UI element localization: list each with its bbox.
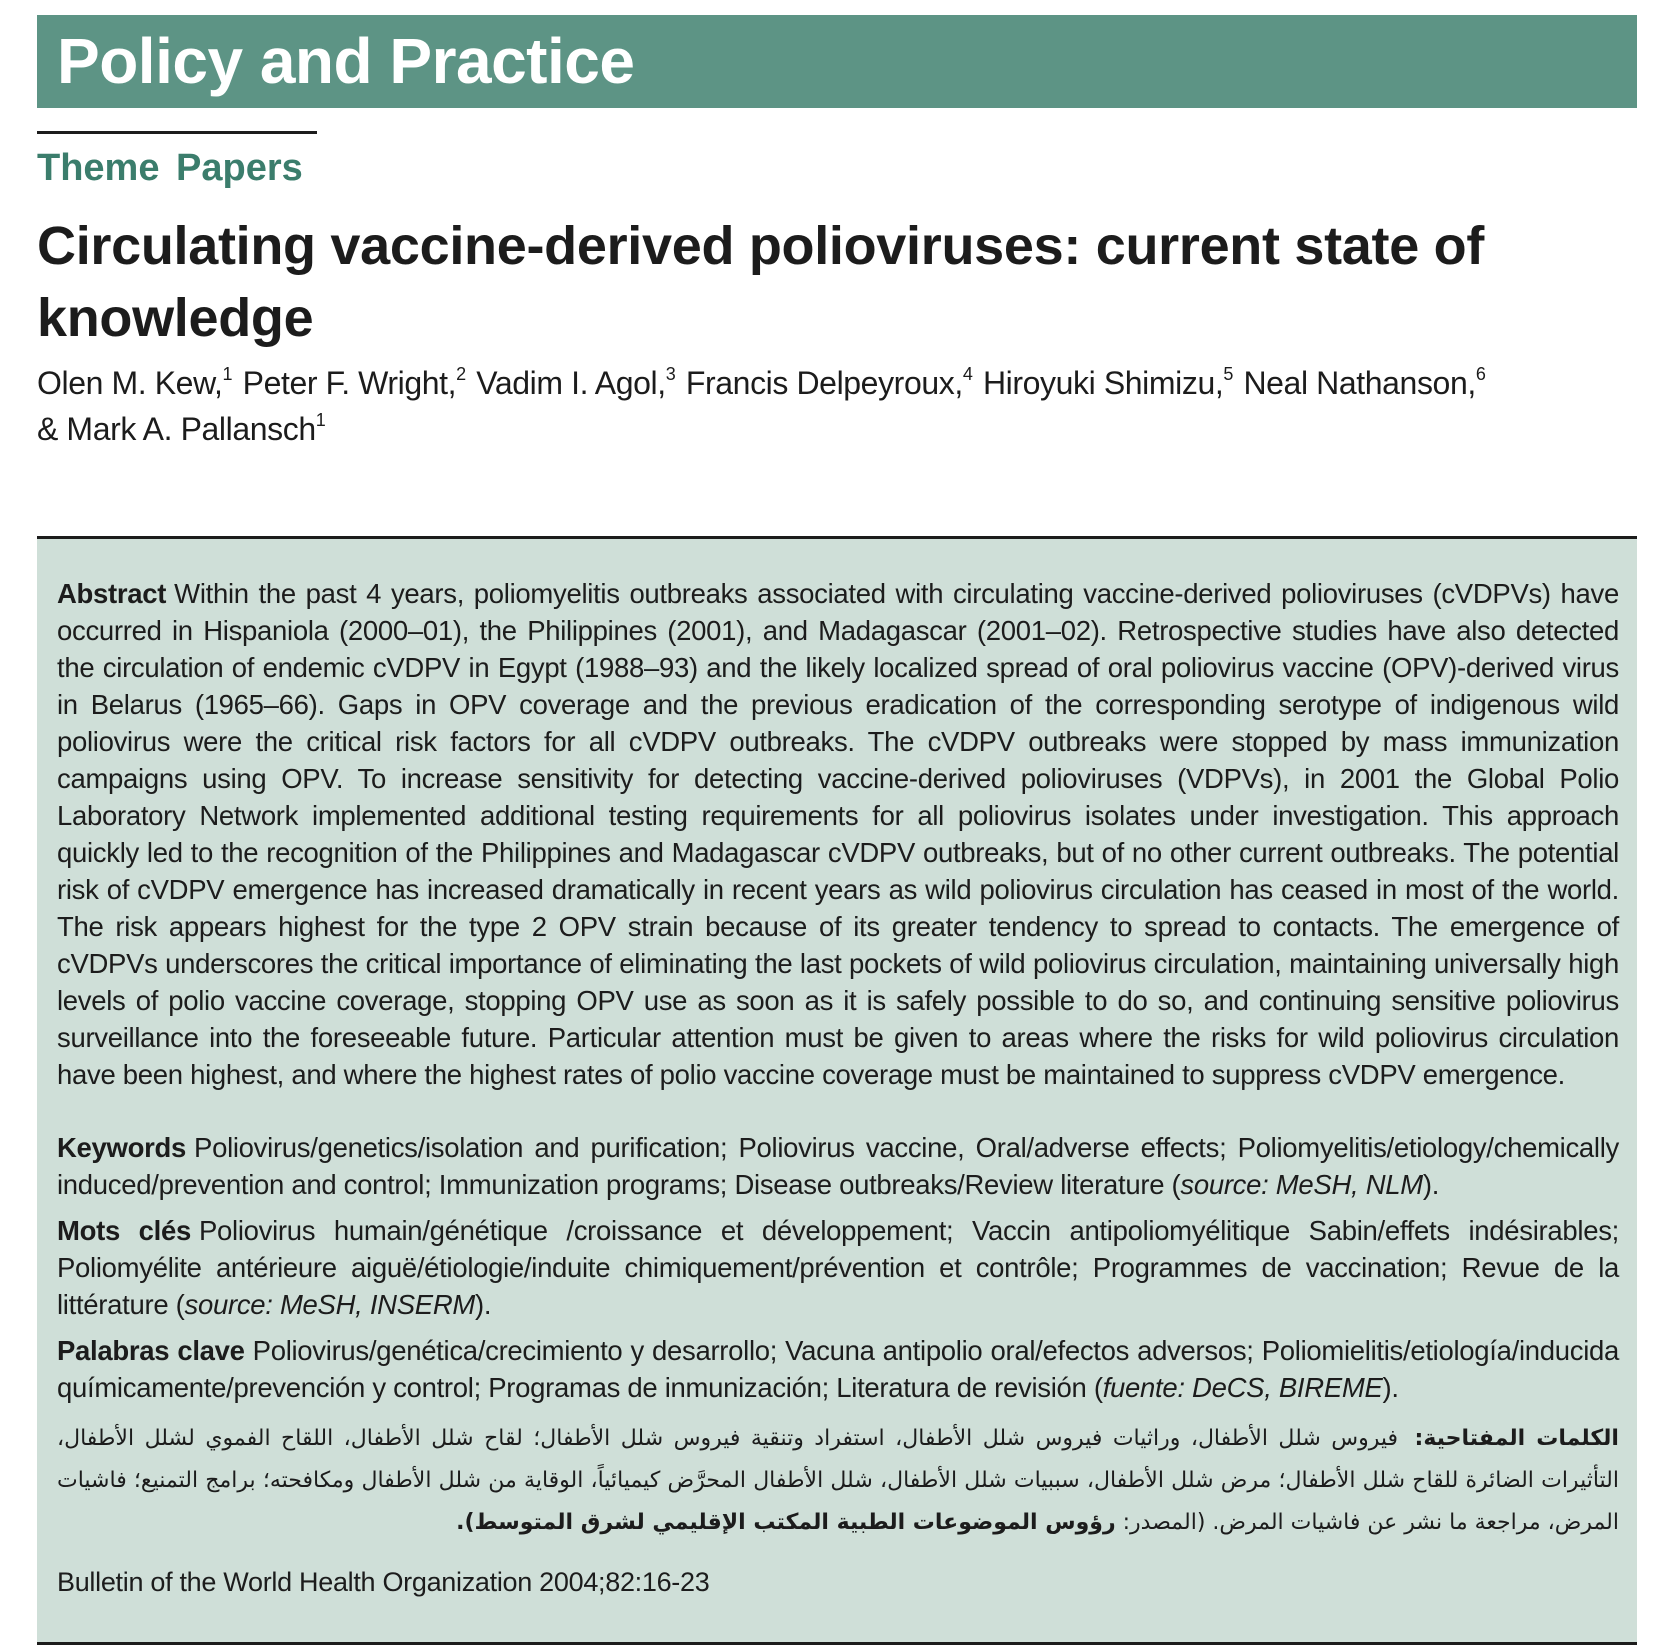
- abstract: [57, 575, 1619, 1093]
- author: Francis Delpeyroux,$^4$: [685, 364, 973, 401]
- article-title: Circulating vaccine-derived polioviruses: current state of knowledge: [37, 216, 1485, 348]
- author: Peter F. Wright,$^2$: [242, 364, 466, 401]
- affiliation-mark: 2: [456, 364, 466, 384]
- banner-title: Policy and Practice: [57, 25, 635, 97]
- author: Hiroyuki Shimizu,$^5$: [982, 364, 1233, 401]
- affiliation-mark: 1: [222, 364, 233, 384]
- keywords-ar-source-label: (المصدر:: [1122, 1510, 1206, 1535]
- keywords-fr-label: Mots clés: [57, 1215, 191, 1246]
- author-list: [37, 360, 1597, 452]
- keywords-fr: Mots clés Poliovirus humain/génétique /croissance et développement; Vaccin antipoliomyélitique Sabin/effets indésirables; Poliomyélite antérieure aiguë/étiologie/induite chimiquement/prévention et contrôle; Programmes de vaccination; Revue de la littérature (source: MeSH, INSERM).: [57, 1215, 1619, 1320]
- affiliation-mark: 4: [962, 364, 973, 384]
- abstract-text: Within the past 4 years, poliomyelitis outbreaks associated with circulating vaccine-derived polioviruses (cVDPVs) have occurred in Hispaniola (2000–01), the Philippines (2001), and Madagascar (2001–02). Retrospective studies have also detected the circulation of endemic cVDPV in Egypt (1988–93) and the likely localized spread of oral poliovirus vaccine (OPV)-derived virus in Belarus (1965–66). Gaps in OPV coverage and the previous eradication of the corresponding serotype of indigenous wild poliovirus were the critical risk factors for all cVDPV outbreaks. The cVDPV outbreaks were stopped by mass immunization campaigns using OPV. To increase sensitivity for detecting vaccine-derived polioviruses (VDPVs), in 2001 the Global Polio Laboratory Network implemented additional testing requirements for all poliovirus isolates under investigation. This approach quickly led to the recognition of the Philippines and Madagascar cVDPV outbreaks, but of no other current outbreaks. The potential risk of cVDPV emergence has increased dramatically in recent years as wild poliovirus circulation has ceased in most of the world. The risk appears highest for the type 2 OPV strain because of its greater tendency to spread to contacts. The emergence of cVDPVs underscores the critical importance of eliminating the last pockets of wild poliovirus circulation, maintaining universally high levels of polio vaccine coverage, stopping OPV use as soon as it is safely possible to do so, and continuing sensitive poliovirus surveillance into the foreseeable future. Particular attention must be given to areas where the risks for wild poliovirus circulation have been highest, and where the highest rates of polio vaccine coverage must be maintained to suppress cVDPV emergence.: [57, 578, 1619, 1090]
- keywords-es: Palabras clave Poliovirus/genética/crecimiento y desarrollo; Vacuna antipolio oral/efectos adversos; Poliomielitis/etiología/inducida químicamente/prevención y control; Programas de inmunización; Literatura de revisión (fuente: DeCS, BIREME).: [57, 1335, 1619, 1403]
- author: & Mark A. Pallansch$^1$: [37, 410, 326, 447]
- affiliation-mark: 1: [315, 410, 326, 430]
- keywords-ar: الكلمات المفتاحية: فيروس شلل الأطفال، وراثيات فيروس شلل الأطفال، استفراد وتنقية فيروس شلل الأطفال؛ لقاح شلل الأطفال، اللقاح الفموي لشلل الأطفال، التأثيرات الضائرة للقاح شلل الأطفال؛ مرض شلل الأطفال، سببيات شلل الأطفال، شلل الأطفال المحرَّض كيميائياً، الوقاية من شلل الأطفال ومكافحته؛ برامج التمنيع؛ فاشيات المرض، مراجعة ما نشر عن فاشيات المرض. (المصدر: رؤوس الموضوعات الطبية المكتب الإقليمي لشرق المتوسط).: [57, 1426, 1619, 1535]
- abstract-box: [37, 539, 1637, 1643]
- keywords-ar-label: الكلمات المفتاحية:: [1414, 1426, 1619, 1451]
- journal-citation: Bulletin of the World Health Organization 2004;82:16-23: [57, 1567, 710, 1597]
- keywords-en: Keywords Poliovirus/genetics/isolation and purification; Poliovirus vaccine, Oral/adverse effects; Poliomyelitis/etiology/chemically induced/prevention and control; Immunization programs; Disease outbreaks/Review literature (source: MeSH, NLM).: [57, 1132, 1619, 1200]
- section-label: Theme Papers: [37, 147, 303, 189]
- keywords-fr-source: source: MeSH, INSERM: [184, 1289, 475, 1320]
- keywords-es-label: Palabras clave: [57, 1335, 245, 1366]
- keywords-es-source: fuente: DeCS, BIREME: [1102, 1372, 1383, 1403]
- affiliation-mark: 6: [1475, 364, 1486, 384]
- author: Vadim I. Agol,$^3$: [476, 364, 676, 401]
- section-divider: [37, 131, 317, 134]
- affiliation-mark: 5: [1223, 364, 1233, 384]
- keywords-en-label: Keywords: [57, 1132, 187, 1163]
- author: Neal Nathanson,$^6$: [1243, 364, 1486, 401]
- author: Olen M. Kew,$^1$: [37, 364, 233, 401]
- keywords-ar-source: رؤوس الموضوعات الطبية المكتب الإقليمي لشرق المتوسط).: [456, 1510, 1116, 1535]
- abstract-label: Abstract: [57, 578, 167, 609]
- affiliation-mark: 3: [665, 364, 676, 384]
- abstract-bottom-rule: [37, 1642, 1637, 1645]
- section-banner: [37, 15, 1637, 108]
- keywords-en-source: source: MeSH, NLM: [1180, 1169, 1423, 1200]
